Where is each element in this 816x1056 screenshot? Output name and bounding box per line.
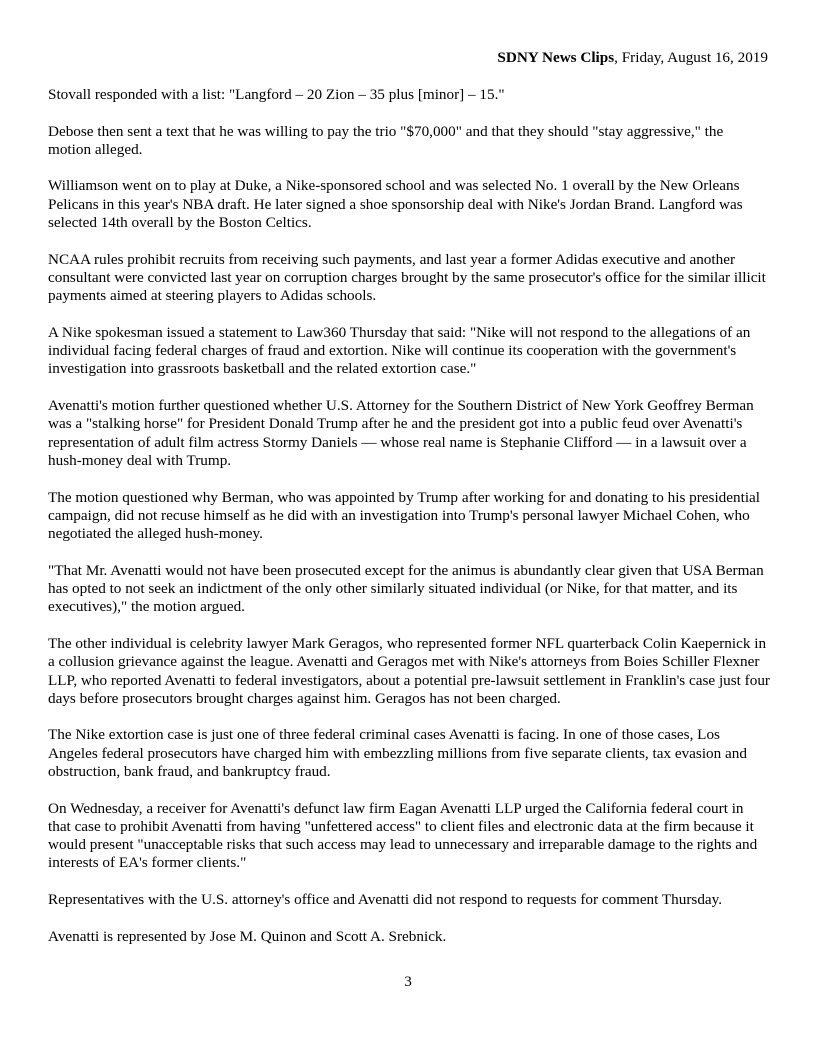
paragraph: The motion questioned why Berman, who was appointed by Trump after working for and donating to his presidential campaign, did not recuse himself as he did with an investigation into Trump's personal lawyer Michael Cohen, who negotiated the alleged hush-money. [48,488,761,543]
paragraph: "That Mr. Avenatti would not have been prosecuted except for the animus is abundantly clear given that USA Berman has opted to not seek an indictment of the only other similarly situated individual (or Nike, for that matter, and its executives)," the motion argued. [48,561,764,616]
paragraph: The other individual is celebrity lawyer Mark Geragos, who represented former NFL quarterback Colin Kaepernick in a collusion grievance against the league. Avenatti and Geragos met with Nike's attorneys from Boies Schiller Flexner LLP, who reported Avenatti to federal investigators, about a potential pre-lawsuit settlement in Franklin's case just four days before prosecutors brought charges against him. Geragos has not been charged. [48,634,770,707]
paragraph: Avenatti is represented by Jose M. Quinon and Scott A. Srebnick. [48,927,447,945]
paragraph: A Nike spokesman issued a statement to Law360 Thursday that said: "Nike will not respond to the allegations of an individual facing federal charges of fraud and extortion. Nike will continue its cooperation with the government's investigation into grassroots basketball and the related extortion case." [48,323,751,378]
paragraph: Williamson went on to play at Duke, a Nike-sponsored school and was selected No. 1 overall by the New Orleans Pelicans in this year's NBA draft. He later signed a shoe sponsorship deal with Nike's Jordan Brand. Langford was selected 14th overall by the Boston Celtics. [48,177,743,232]
paragraph: NCAA rules prohibit recruits from receiving such payments, and last year a former Adidas executive and another consultant were convicted last year on corruption charges brought by the same prosecutor's office for the similar illicit payments aimed at steering players to Adidas schools. [48,250,766,305]
paragraph: Stovall responded with a list: "Langford – 20 Zion – 35 plus [minor] – 15." [48,86,505,103]
paragraph: The Nike extortion case is just one of three federal criminal cases Avenatti is facing. In one of those cases, Los Angeles federal prosecutors have charged him with embezzling millions from five separate clients, tax evasion and obstruction, bank fraud, and bankruptcy fraud. [48,726,747,780]
paragraph: Debose then sent a text that he was willing to pay the trio "$70,000" and that they should "stay aggressive," the motion alleged. [48,122,724,158]
paragraph: On Wednesday, a receiver for Avenatti's defunct law firm Eagan Avenatti LLP urged the California federal court in that case to prohibit Avenatti from having "unfettered access" to client files and electronic data at the firm because it would present "unacceptable risks that such access may lead to unnecessary and irreparable damage to the rights and interests of EA's former clients." [48,799,758,872]
publication-date: , Friday, August 16, 2019 [614,49,768,66]
page-header [497,49,768,67]
paragraph: Avenatti's motion further questioned whether U.S. Attorney for the Southern District of New York Geoffrey Berman was a "stalking horse" for President Donald Trump after he and the president got into a public feud over Avenatti's representation of adult film actress Stormy Daniels — whose real name is Stephanie Clifford — in a lawsuit over a hush-money deal with Trump. [48,397,754,469]
page-number: 3 [404,973,412,990]
paragraph: Representatives with the U.S. attorney's office and Avenatti did not respond to requests for comment Thursday. [48,891,723,909]
article-body [48,86,770,964]
publication-name: SDNY News Clips [497,49,615,66]
